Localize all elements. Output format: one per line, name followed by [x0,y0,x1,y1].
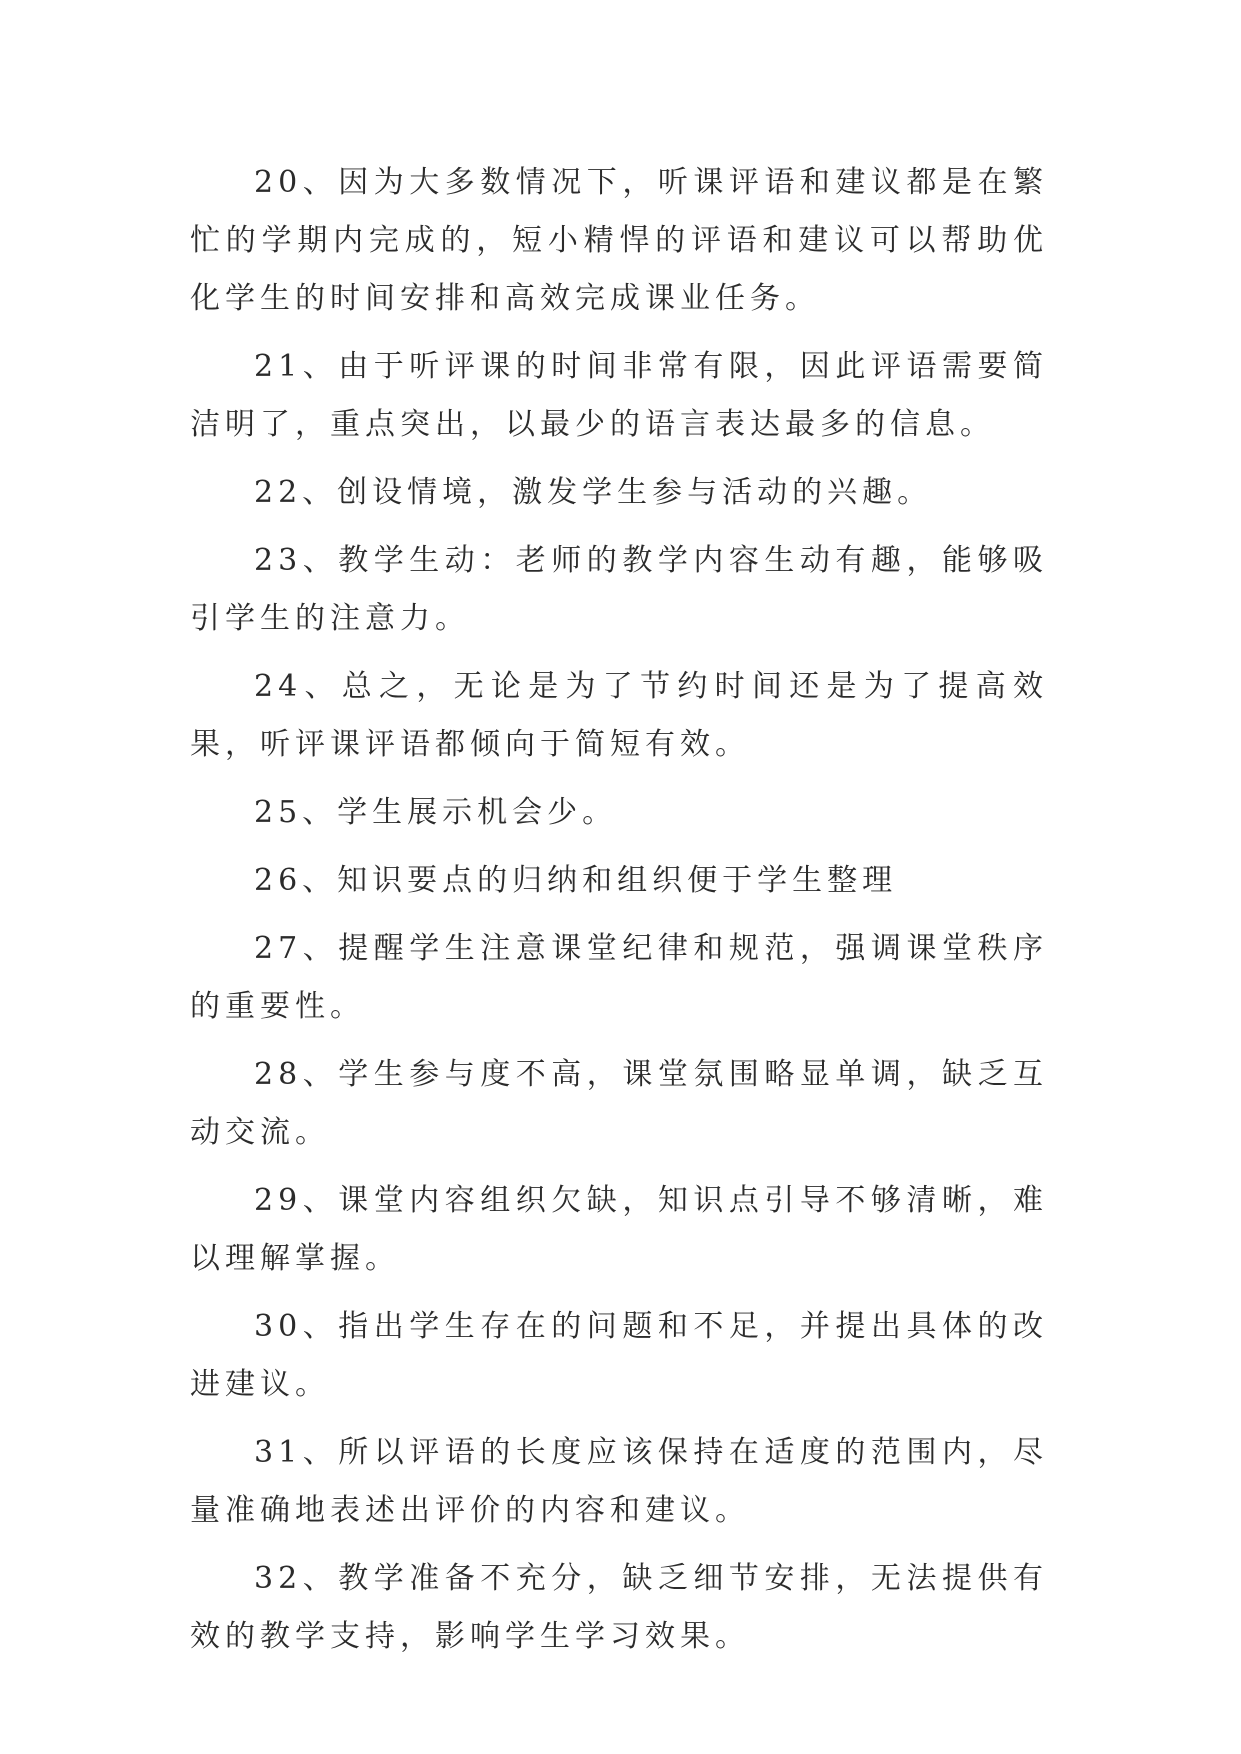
paragraph-29: 29、课堂内容组织欠缺，知识点引导不够清晰，难以理解掌握。 [190,1183,1048,1276]
paragraph-23: 23、教学生动：老师的教学内容生动有趣，能够吸引学生的注意力。 [190,543,1048,636]
paragraph-31: 31、所以评语的长度应该保持在适度的范围内，尽量准确地表述出评价的内容和建议。 [190,1435,1048,1528]
paragraph-24: 24、总之，无论是为了节约时间还是为了提高效果，听评课评语都倾向于简短有效。 [190,669,1048,762]
paragraph-30: 30、指出学生存在的问题和不足，并提出具体的改进建议。 [190,1309,1048,1402]
paragraph-22: 22、创设情境，激发学生参与活动的兴趣。 [254,475,933,510]
paragraph-26: 26、知识要点的归纳和组织便于学生整理 [254,863,898,898]
paragraph-25: 25、学生展示机会少。 [254,795,618,830]
paragraph-28: 28、学生参与度不高，课堂氛围略显单调，缺乏互动交流。 [190,1057,1048,1150]
paragraph-32: 32、教学准备不充分，缺乏细节安排，无法提供有效的教学支持，影响学生学习效果。 [190,1561,1048,1654]
document-body [190,154,1048,1676]
paragraph-21: 21、由于听评课的时间非常有限，因此评语需要简洁明了，重点突出，以最少的语言表达最多的信息。 [190,349,1048,442]
paragraph-27: 27、提醒学生注意课堂纪律和规范，强调课堂秩序的重要性。 [190,931,1048,1024]
paragraph-20: 20、因为大多数情况下，听课评语和建议都是在繁忙的学期内完成的，短小精悍的评语和建议可以帮助优化学生的时间安排和高效完成课业任务。 [190,165,1048,316]
